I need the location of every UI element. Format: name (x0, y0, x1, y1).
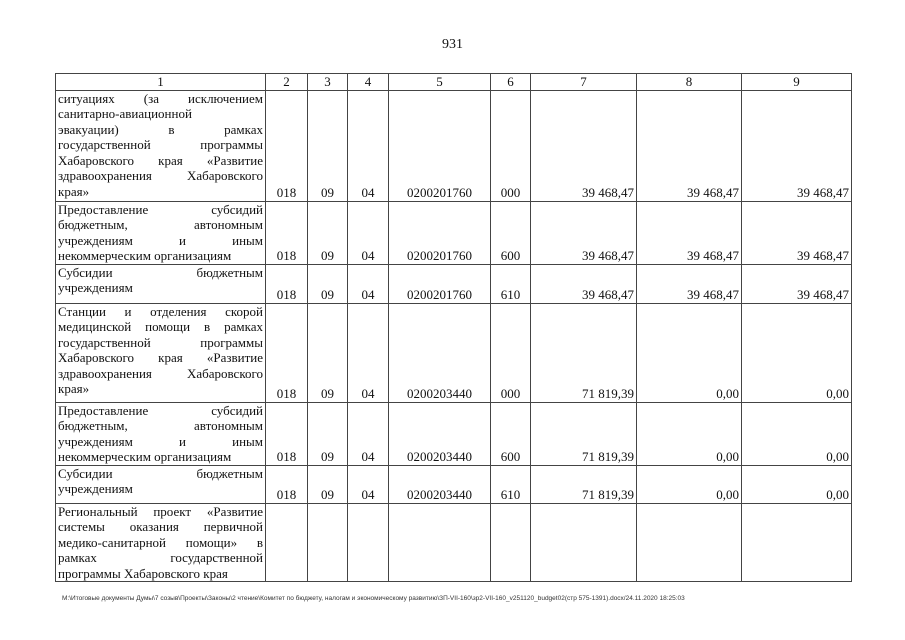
table-cell: 018 (266, 402, 308, 465)
table-cell: 04 (348, 465, 389, 503)
table-cell: 0200203440 (389, 303, 491, 402)
table-cell: 04 (348, 201, 389, 264)
table-cell: 71 819,39 (531, 303, 637, 402)
column-header: 4 (348, 74, 389, 91)
description-line: государственной программы (58, 137, 263, 152)
row-description (56, 201, 266, 264)
description-line: Предоставление субсидий (58, 402, 263, 418)
table-cell: 04 (348, 303, 389, 402)
table-cell: 0,00 (637, 465, 742, 503)
table-cell: 0,00 (742, 402, 852, 465)
table-cell: 09 (308, 303, 348, 402)
table-cell (266, 503, 308, 582)
description-line: эвакуации) в рамках (58, 121, 263, 137)
description-line: рамках государственной (58, 550, 263, 565)
description-line: учреждениям и иным (58, 232, 263, 248)
description-line: системы оказания первичной (58, 519, 263, 534)
table-row (56, 201, 852, 264)
table-cell: 39 468,47 (742, 90, 852, 201)
description-line: ситуациях (за исключением (58, 90, 263, 106)
table-cell: 018 (266, 201, 308, 264)
table-cell: 000 (491, 90, 531, 201)
table-row (56, 264, 852, 303)
table-cell: 71 819,39 (531, 402, 637, 465)
table-cell: 600 (491, 201, 531, 264)
file-path-footer: M:\Итоговые документы Думы\7 созыв\Проекты\Законы\2 чтение\Комитет по бюджету, налогам и экономическому развитию\ЗП-VII-160\зр2-VII-160_v251120_budget02(стр 575-1391).docx/24.11.2020 18:25:03 (62, 595, 685, 602)
table-cell (308, 503, 348, 582)
description-line: программы Хабаровского края (58, 565, 228, 581)
table-cell: 610 (491, 264, 531, 303)
table-cell: 09 (308, 264, 348, 303)
table-cell: 0,00 (637, 402, 742, 465)
table-cell: 71 819,39 (531, 465, 637, 503)
row-description (56, 402, 266, 465)
table-cell: 0200201760 (389, 90, 491, 201)
table-cell: 0200203440 (389, 465, 491, 503)
description-line: медико-санитарной помощи» в (58, 534, 263, 550)
row-description (56, 465, 266, 503)
table-cell (389, 503, 491, 582)
row-description (56, 503, 266, 582)
table-cell: 018 (266, 264, 308, 303)
description-line: здравоохранения Хабаровского (58, 365, 263, 381)
table-cell (531, 503, 637, 582)
description-line: бюджетным, автономным (58, 217, 263, 232)
table-cell (637, 503, 742, 582)
table-cell: 0200201760 (389, 264, 491, 303)
table-cell: 09 (308, 90, 348, 201)
table-cell (742, 503, 852, 582)
description-line: бюджетным, автономным (58, 418, 263, 433)
table-cell: 600 (491, 402, 531, 465)
table-cell: 39 468,47 (637, 90, 742, 201)
page-number: 931 (442, 37, 463, 52)
table-row (56, 465, 852, 503)
table-cell: 09 (308, 465, 348, 503)
column-header: 9 (742, 74, 852, 91)
table-cell: 04 (348, 402, 389, 465)
table-cell: 0,00 (637, 303, 742, 402)
table-cell: 018 (266, 465, 308, 503)
description-line: Хабаровского края «Развитие (58, 350, 263, 365)
column-header: 3 (308, 74, 348, 91)
table-cell: 04 (348, 90, 389, 201)
description-line: медицинской помощи в рамках (58, 319, 263, 334)
description-line: некоммерческим организациям (58, 248, 232, 263)
column-header: 6 (491, 74, 531, 91)
table-cell: 09 (308, 201, 348, 264)
table-cell: 018 (266, 303, 308, 402)
table-header-row (56, 74, 852, 91)
description-line: санитарно-авиационной (58, 106, 192, 121)
table-cell: 018 (266, 90, 308, 201)
description-line: края» (58, 381, 90, 396)
table-cell: 39 468,47 (531, 90, 637, 201)
table-row (56, 303, 852, 402)
row-description (56, 90, 266, 201)
description-line: края» (58, 183, 90, 199)
table-cell: 39 468,47 (742, 264, 852, 303)
table-cell: 0,00 (742, 465, 852, 503)
description-line: Субсидии бюджетным (58, 465, 263, 481)
table-cell: 39 468,47 (637, 264, 742, 303)
description-line: учреждениям (58, 481, 133, 496)
table-row (56, 402, 852, 465)
description-line: государственной программы (58, 334, 263, 350)
table-cell (491, 503, 531, 582)
column-header: 5 (389, 74, 491, 91)
description-line: Региональный проект «Развитие (58, 503, 263, 519)
table-cell: 04 (348, 264, 389, 303)
table-cell: 09 (308, 402, 348, 465)
description-line: Предоставление субсидий (58, 201, 263, 217)
table-cell: 39 468,47 (531, 264, 637, 303)
column-header: 7 (531, 74, 637, 91)
budget-table (55, 73, 852, 582)
table-cell (348, 503, 389, 582)
table-row (56, 503, 852, 582)
description-line: учреждениям (58, 280, 133, 295)
table-cell: 0200203440 (389, 402, 491, 465)
table-cell: 39 468,47 (531, 201, 637, 264)
table-cell: 39 468,47 (637, 201, 742, 264)
description-line: Хабаровского края «Развитие (58, 152, 263, 168)
column-header: 8 (637, 74, 742, 91)
table-cell: 000 (491, 303, 531, 402)
description-line: некоммерческим организациям (58, 449, 232, 464)
description-line: Субсидии бюджетным (58, 264, 263, 280)
table-cell: 610 (491, 465, 531, 503)
table-cell: 0,00 (742, 303, 852, 402)
column-header: 2 (266, 74, 308, 91)
column-header: 1 (56, 74, 266, 91)
table-row (56, 90, 852, 201)
row-description (56, 264, 266, 303)
description-line: учреждениям и иным (58, 433, 263, 449)
table-cell: 39 468,47 (742, 201, 852, 264)
table-cell: 0200201760 (389, 201, 491, 264)
row-description (56, 303, 266, 402)
description-line: Станции и отделения скорой (58, 303, 263, 319)
description-line: здравоохранения Хабаровского (58, 168, 263, 183)
